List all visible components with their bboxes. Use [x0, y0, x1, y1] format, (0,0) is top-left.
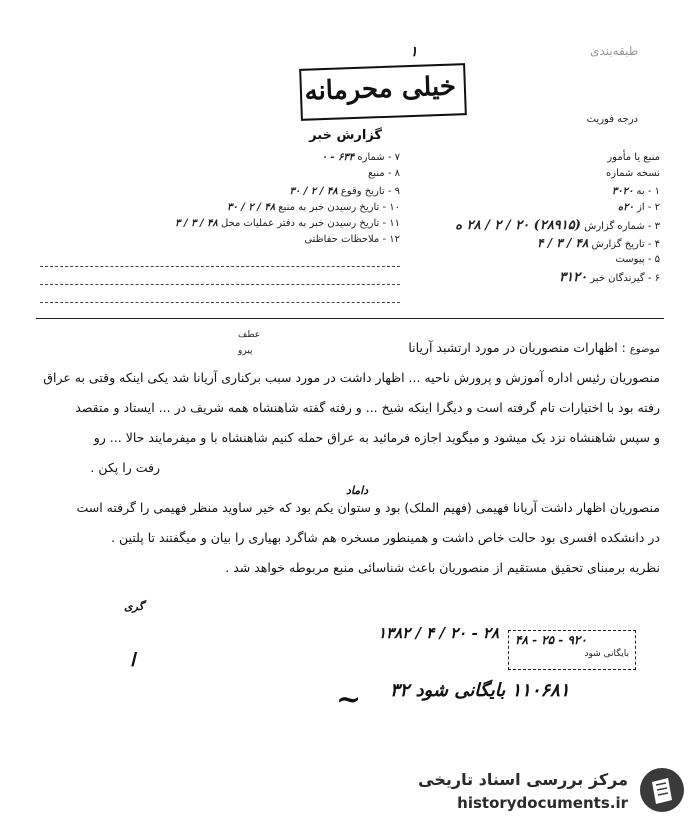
blank-rule — [40, 266, 400, 267]
field-row: ۷ - شماره ۶۳۴ - ۰ — [321, 152, 400, 163]
field-row: ۵ - پیوست — [615, 254, 660, 265]
field-row: ۴ - تاریخ گزارش ۴۸ / ۳ / ۴ — [537, 236, 660, 250]
field-row: ۹ - تاریخ وقوع ۴۸ / ۲ / ۳۰ — [289, 186, 400, 197]
footer-website: historydocuments.ir — [457, 794, 628, 812]
field-row: ۱۱ - تاریخ رسیدن خبر به دفتر عملیات محل ۴۸ / ۳ / ۳ — [175, 218, 400, 229]
body2-annotation: داماد — [346, 484, 369, 497]
archive-stamp — [508, 630, 636, 670]
field-row: منبع یا مأمور — [607, 152, 660, 163]
page-mark: ۱ — [410, 44, 418, 60]
field-row: ۶ - گیرندگان خبر ۳۱۲۰ — [559, 270, 660, 285]
footer-org-name: مرکز بررسی اسناد تاریخی — [418, 770, 628, 789]
handwritten-archive-note: ۱۱۰۶۸۱ بایگانی شود ۳۲ — [390, 680, 570, 701]
signature: ~ — [336, 682, 362, 717]
body-line: رفت را پکن . — [90, 460, 160, 475]
fields-left — [40, 152, 400, 250]
stamp-line: بایگانی شود — [584, 649, 629, 659]
report-title: گزارش خبر — [309, 128, 382, 143]
body-paragraph — [40, 370, 660, 490]
blank-rule — [40, 302, 400, 303]
body-line: در دانشکده افسری بود حالت خاص داشت و همینطور مسخره هم شاگرد بهیاری را بیان و میگفتند تا پلتین . — [111, 530, 660, 545]
classification-stamp — [299, 63, 467, 121]
field-row: ۱ - به ۳۰۲۰ — [611, 186, 660, 197]
field-row: ۱۲ - ملاحظات حفاظتی — [304, 234, 400, 245]
subject-annotation-bottom: پیرو — [238, 346, 253, 356]
subject-annotation-top: عطف — [238, 330, 261, 340]
archive-logo-icon — [640, 768, 684, 812]
field-row: ۸ - منبع — [367, 168, 400, 179]
body-line: رفته بود با اختیارات تام گرفته است و دیگرا اینکه شیخ ... و رفته گفته شاهنشاه همه شریف در ... ایستاد و متقصد — [75, 400, 660, 415]
body-line: نظریه برمبنای تحقیق مستقیم از منصوریان باعث شناسائی منبع مربوطه خواهد شد . — [225, 560, 660, 575]
margin-bar: ا — [130, 650, 136, 671]
fields-right — [400, 152, 660, 286]
priority-label: درجه فوریت — [586, 114, 638, 125]
corner-stamp: طبقه‌بندی — [590, 44, 639, 58]
body-line: منصوریان رئیس اداره آموزش و پرورش ناحیه ... اظهار داشت در مورد سبب برکناری آریانا شد یکی اینکه وقتی به عراق — [43, 370, 660, 385]
blank-rule — [40, 284, 400, 285]
field-row: ۳ - شماره گزارش (۲۸۹۱۵) ۲۰ / ۲ / ۲۸ ه — [455, 218, 660, 233]
body-line: و سپس شاهنشاه نزد یک میشود و میگوید اجازه فرمائید به عراق حمله کنیم شاهنشاه با و میفرمایند حالا ... رو — [93, 430, 660, 445]
subject-text: اظهارات منصوریان در مورد ارتشبد آریانا — [408, 340, 618, 355]
body-line: منصوریان اظهار داشت آریانا فهیمی (فهیم الملک) بود و ستوان یکم بود که خیر ساوید منظر فهیمی را گرفته است — [76, 500, 660, 515]
handwritten-date: ۱۳۸۲ / ۴ / ۲۰ - ۲۸ — [378, 624, 500, 642]
marginal-note: گری — [124, 600, 144, 613]
classification-label: خیلی محرمانه — [304, 71, 457, 107]
subject-line: موضوع : اظهارات منصوریان در مورد ارتشبد آریانا — [408, 340, 660, 355]
subject-label: موضوع — [629, 344, 660, 355]
field-row: ۱۰ - تاریخ رسیدن خبر به منبع ۴۸ / ۲ / ۳۰ — [226, 202, 400, 213]
body2-paragraph — [40, 500, 660, 590]
stamp-line: ۴۸ - ۲۵ - ۹۲۰ — [515, 633, 587, 647]
field-row: ۲ - از ۲۰ه — [617, 202, 660, 213]
field-row: نسخه شماره — [606, 168, 660, 179]
header-divider — [36, 318, 664, 319]
